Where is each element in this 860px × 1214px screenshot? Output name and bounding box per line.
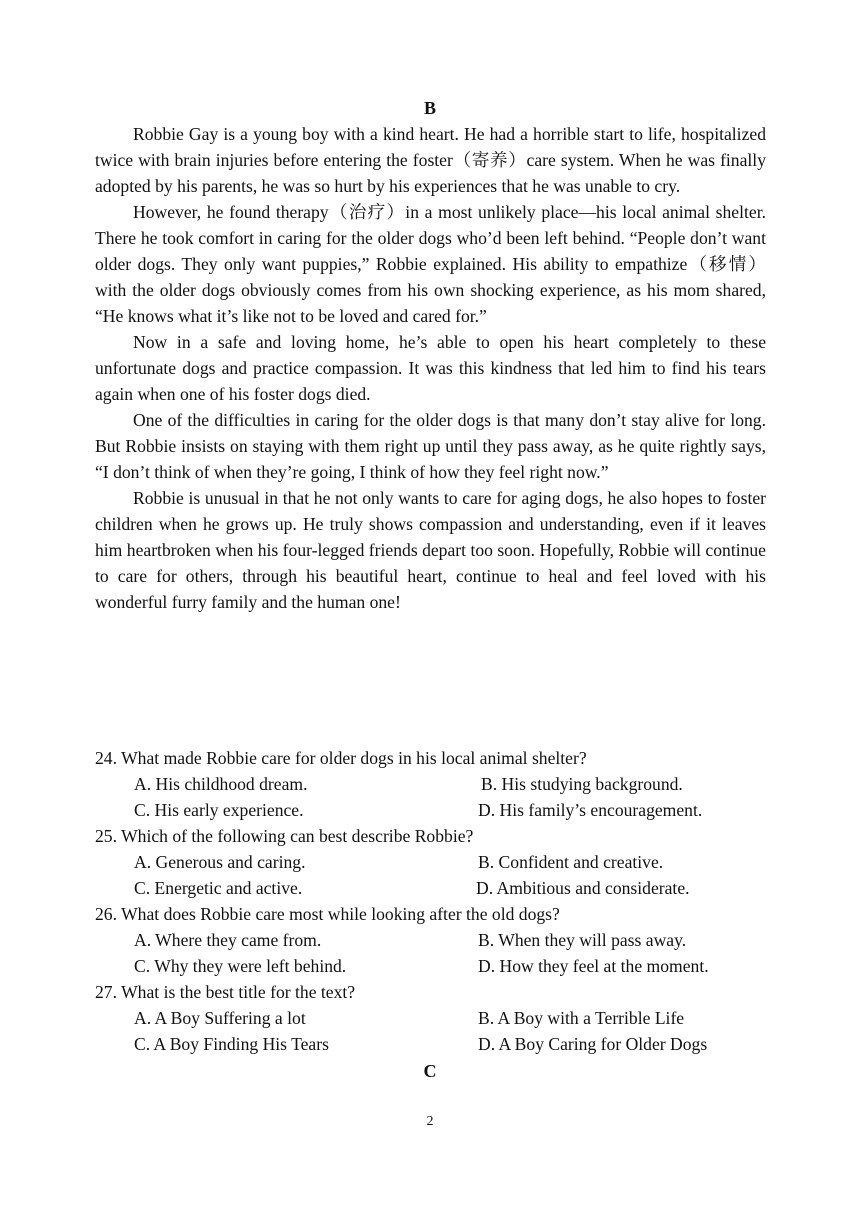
option-a: A. His childhood dream. <box>134 774 308 794</box>
option-row <box>95 927 775 953</box>
option-c: C. His early experience. <box>134 800 304 820</box>
question-stem: 25. Which of the following can best describe Robbie? <box>95 826 474 846</box>
section-heading-c: C <box>423 1061 437 1081</box>
option-b: B. A Boy with a Terrible Life <box>478 1008 685 1028</box>
question-24 <box>95 745 775 823</box>
option-row <box>95 849 775 875</box>
option-row <box>95 1031 775 1057</box>
option-row <box>95 771 775 797</box>
option-d: D. His family’s encouragement. <box>478 800 703 820</box>
option-d: D. Ambitious and considerate. <box>476 878 690 898</box>
option-d: D. How they feel at the moment. <box>478 956 709 976</box>
option-c: C. Energetic and active. <box>134 878 303 898</box>
option-row <box>95 1005 775 1031</box>
question-stem: 27. What is the best title for the text? <box>95 982 356 1002</box>
option-a: A. Where they came from. <box>134 930 322 950</box>
section-heading-b: B <box>423 98 436 118</box>
option-c: C. A Boy Finding His Tears <box>134 1034 329 1054</box>
question-27 <box>95 979 775 1057</box>
option-b: B. Confident and creative. <box>478 852 664 872</box>
option-a: A. A Boy Suffering a lot <box>134 1008 306 1028</box>
option-b: B. His studying background. <box>481 774 683 794</box>
option-row <box>95 797 775 823</box>
option-row <box>95 875 775 901</box>
option-d: D. A Boy Caring for Older Dogs <box>478 1034 708 1054</box>
page-number: 2 <box>426 1114 434 1129</box>
passage-paragraph: Robbie Gay is a young boy with a kind heart. He had a horrible start to life, hospitalized twice with brain injuries before entering the foster（寄养）care system. When he was finally adopted by his parents, he was so hurt by his experiences that he was unable to cry. <box>95 124 766 196</box>
option-c: C. Why they were left behind. <box>134 956 347 976</box>
passage-paragraph: Robbie is unusual in that he not only wants to care for aging dogs, he also hopes to foster children when he grows up. He truly shows compassion and understanding, even if it leaves him heartbroken when his four-legged friends depart too soon. Hopefully, Robbie will continue to care for others, through his beautiful heart, continue to heal and feel loved with his wonderful furry family and the human one! <box>95 488 766 612</box>
question-25 <box>95 823 775 901</box>
question-stem: 26. What does Robbie care most while looking after the old dogs? <box>95 904 560 924</box>
option-row <box>95 953 775 979</box>
passage-paragraph: However, he found therapy（治疗）in a most unlikely place—his local animal shelter. There he took comfort in caring for the older dogs who’d been left behind. “People don’t want older dogs. They only want puppies,” Robbie explained. His ability to empathize（移情）with the older dogs obviously comes from his own shocking experience, as his mom shared, “He knows what it’s like not to be loved and cared for.” <box>95 202 766 326</box>
option-b: B. When they will pass away. <box>478 930 687 950</box>
option-a: A. Generous and caring. <box>134 852 306 872</box>
question-list <box>95 745 775 1057</box>
reading-passage <box>95 121 766 615</box>
passage-paragraph: Now in a safe and loving home, he’s able to open his heart completely to these unfortunate dogs and practice compassion. It was this kindness that led him to find his tears again when one of his foster dogs died. <box>95 332 766 404</box>
question-26 <box>95 901 775 979</box>
question-stem: 24. What made Robbie care for older dogs in his local animal shelter? <box>95 748 587 768</box>
passage-paragraph: One of the difficulties in caring for the older dogs is that many don’t stay alive for long. But Robbie insists on staying with them right up until they pass away, as he quite rightly says, “I don’t think of when they’re going, I think of how they feel right now.” <box>95 410 766 482</box>
